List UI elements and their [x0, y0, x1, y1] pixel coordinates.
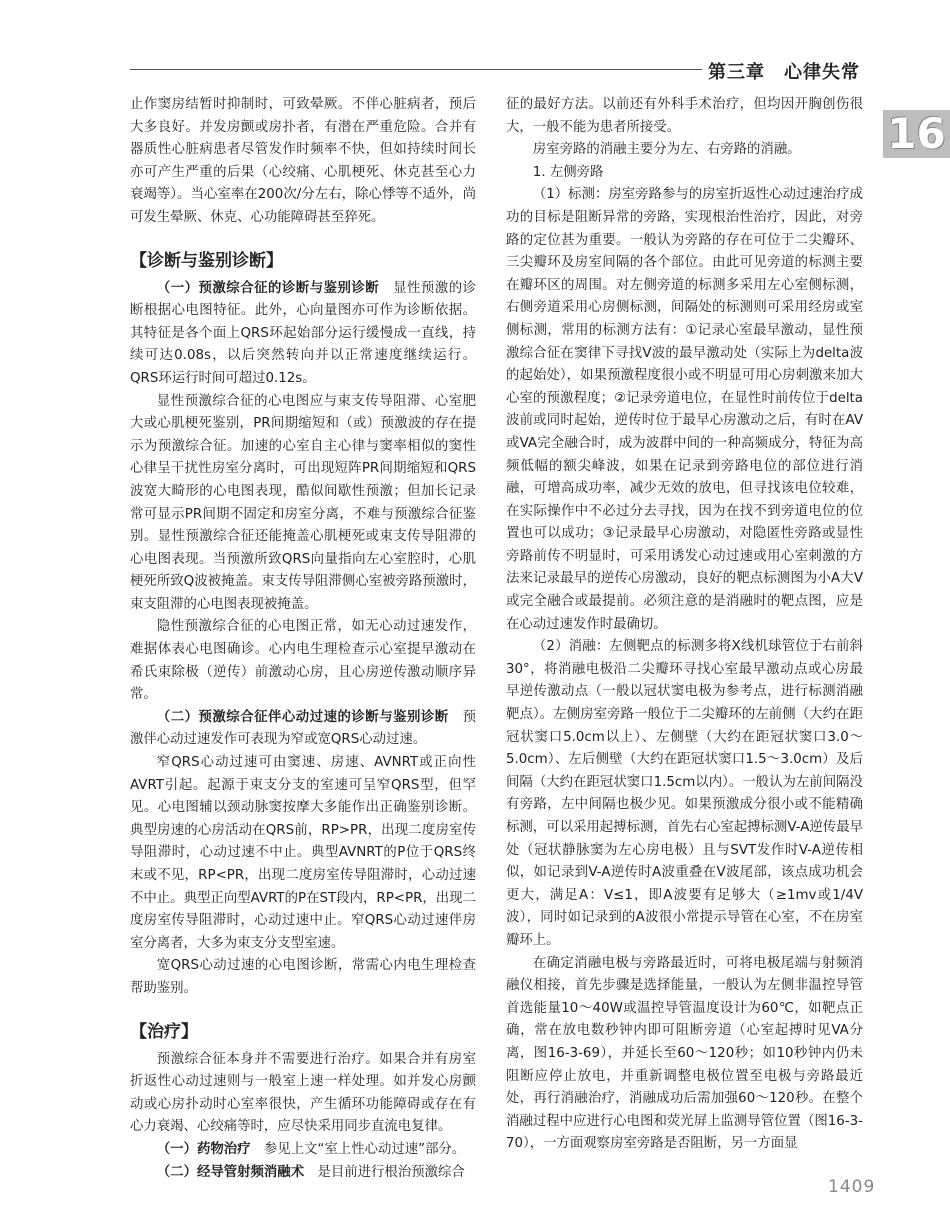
energy-paragraph: 在确定消融电极与旁路最近时，可将电极尾端与射频消融仪相接，首先步骤是选择能量，一般认为左侧非温控导管首选能量10～40W或温控导管温度设计为60℃，如靶点正确，常在放电数秒钟内即可阻断旁道（心室起搏时见VA分离，图16-3-69），并延长至60～120秒；如10秒钟内仍未阻断应停止放电，并重新调整电极位置至电极与旁路最近处，再行消融治疗，消融成功后需加强60～120秒。在整个消融过程中应进行心电图和荧光屏上监测导管位置（图16-3-70），一方面观察房室旁路是否阻断，另一方面显 [506, 955, 863, 1152]
treatment-paragraph-1: 预激综合征本身并不需要进行治疗。如果合并有房室折返性心动过速则与一般室上速一样处理。如并发心房颤动或心房扑动时心室率很快，产生循环功能障碍或存在有心力衰竭、心绞痛等时，应尽快采用同步直流电复律。 [130, 1051, 476, 1135]
treatment-heading: 【治疗】 [130, 1021, 198, 1042]
treatment-1-paragraph [130, 1139, 476, 1162]
mapping-paragraph: （1）标测：房室旁路参与的房室折返性心动过速治疗成功的目标是阻断异常的旁路，实现根治性治疗，因此，对旁路的定位甚为重要。一般认为旁路的存在可位于二尖瓣环、三尖瓣环及房室间隔的各个部位。由此可见旁道的标测主要在瓣环区的周围。对左侧旁道的标测多采用左心室侧标测，右侧旁道采用心房侧标测，间隔处的标测则可采用经房或室侧标测，常用的标测方法有：①记录心室最早激动，显性预激综合征在窦律下寻找V波的最早激动处（实际上为delta波的起始处），如果预激程度很小或不明显可用心房刺激来加大心室的预激程度；②记录旁道电位，在显性时前传位于delta波前或同时起始，逆传时位于最早心房激动之后，有时在AV或VA完全融合时，成为波群中间的一种高频成分，特征为高频低幅的额尖峰波，如果在记录到旁路电位的部位进行消融，可增高成功率，减少无效的放电，但寻找该电位较难，在实际操作中不必过分去寻找，因为在找不到旁道电位的位置也可以成功；③记录最早心房激动，对隐匿性旁路或显性旁路前传不明显时，可采用诱发心动过速或用心室刺激的方法来记录最早的逆传心房激动，良好的靶点标测图为小A大V或完全融合或最提前。必须注意的是消融时的靶点图，应是在心动过速发作时最确切。 [506, 187, 863, 632]
diagnosis-1-paragraph-2: 显性预激综合征的心电图应与束支传导阻滞、心室肥大或心肌梗死鉴别，PR间期缩短和（或）预激波的存在提示为预激综合征。加速的心室自主心律与窦率相似的窦性心律呈干扰性房室分离时，可出现短阵PR间期缩短和QRS波宽大畸形的心电图表现，酷似间歇性预激；但加长记录常可显示PR间期不固定和房室分离，不难与预激综合征鉴别。显性预激综合征还能掩盖心肌梗死或束支传导阻滞的心电图表现。当预激所致QRS向量指向左心室腔时，心肌梗死所致Q波被掩盖。束支传导阻滞侧心室被旁路预激时，束支阻滞的心电图表现被掩盖。 [130, 393, 476, 612]
treatment-1-text: 参见上文“室上性心动过速”部分。 [263, 1141, 466, 1157]
diagnosis-2-title: （二）预激综合征伴心动过速的诊断与鉴别诊断 [156, 709, 449, 725]
treatment-2-paragraph [130, 1162, 476, 1185]
right-paragraph-1: 房室旁路的消融主要分为左、右旁路的消融。 [532, 142, 801, 158]
left-column [130, 94, 476, 1184]
chapter-title: 第三章 心律失常 [708, 62, 860, 83]
diagnosis-1-paragraph [130, 278, 476, 391]
chapter-tab-badge: 16 [883, 110, 950, 158]
treatment-1-title: （一）药物治疗 [156, 1141, 251, 1157]
ablation-paragraph: （2）消融：左侧靶点的标测多将X线机球管位于右前斜30°，将消融电极沿二尖瓣环寻找心室最早激动点或心房最早逆传激动点（一般以冠状窦电极为参考点，进行标测消融靶点）。左侧房室旁路一般位于二尖瓣环的左前侧（大约在距冠状窦口5.0cm以上）、左侧壁（大约在距冠状窦口3.0～5.0cm）、左后侧壁（大约在距冠状窦口1.5～3.0cm）及后间隔（大约在距冠状窦口1.5cm以内）。一般认为左前间隔没有旁路，左中间隔也极少见。如果预激成分很小或不能精确标测，可以采用起搏标测，首先右心室起搏标测V-A逆传最早处（冠状静脉窦为左心房电极）且与SVT发作时V-A逆传相似，如记录到V-A逆传时A波重叠在V波尾部，该点成功机会更大，满足A：V≤1，即A波要有足够大（≥1mv或1/4V波），同时如记录到的A波很小常提示导管在心室，不在房室瓣环上。 [506, 639, 863, 948]
diagnosis-1-paragraph-3: 隐性预激综合征的心电图正常，如无心动过速发作，难据体表心电图确诊。心内电生理检查示心室提早激动在希氏束除极（逆传）前激动心房，且心房逆传激动顺序异常。 [130, 619, 476, 703]
left-pathway-section-title: 1. 左侧旁路 [532, 164, 604, 180]
page-number: 1409 [828, 1177, 876, 1197]
diagnosis-2-paragraph-3: 宽QRS心动过速的心电图诊断，常需心内电生理检查帮助鉴别。 [130, 958, 476, 996]
diagnosis-2-paragraph [130, 707, 476, 752]
right-column [506, 94, 863, 1156]
treatment-2-title: （二）经导管射频消融术 [156, 1164, 305, 1180]
continued-paragraph: 征的最好方法。以前还有外科手术治疗，但均因开胸创伤很大，一般不能为患者所接受。 [506, 97, 863, 135]
diagnosis-2-paragraph-2: 窄QRS心动过速可由窦速、房速、AVNRT或正向性AVRT引起。起源于束支分支的室速可呈窄QRS型，但罕见。心电图辅以颈动脉窦按摩大多能作出正确鉴别诊断。典型房速的心房活动在QRS前，RP>PR，出现二度房室传导阻滞时，心动过速不中止。典型AVNRT的P位于QRS终末或不见，RP<PR，出现二度房室传导阻滞时，心动过速不中止。典型正向型AVRT的P在ST段内，RP<PR，出现二度房室传导阻滞时，心动过速中止。窄QRS心动过速伴房室分离者，大多为束支分支型室速。 [130, 755, 476, 951]
diagnosis-2-text: 预激伴心动过速发作可表现为窄或宽QRS心动过速。 [130, 709, 477, 748]
treatment-2-text: 是目前进行根治预激综合 [317, 1164, 465, 1180]
diagnosis-heading: 【诊断与鉴别诊断】 [130, 250, 283, 271]
diagnosis-1-text: 显性预激的诊断根据心电图特征。此外，心向量图亦可作为诊断依据。其特征是各个面上QRS环起始部分运行缓慢成一直线，持续可达0.08s，以后突然转向并以正常速度继续运行。QRS环运行时间可超过0.12s。 [130, 280, 477, 386]
header-rule [130, 69, 702, 70]
diagnosis-1-title: （一）预激综合征的诊断与鉴别诊断 [156, 280, 380, 296]
intro-paragraph: 止作窦房结暂时抑制时，可致晕厥。不伴心脏病者，预后大多良好。并发房颤或房扑者，有潜在严重危险。合并有器质性心脏病患者尽管发作时频率不快，但如持续时间长亦可产生严重的后果（心绞痛、心肌梗死、休克甚至心力衰竭等）。当心室率在200次/分左右，除心悸等不适外，尚可发生晕厥、休克、心功能障碍甚至猝死。 [130, 97, 476, 225]
